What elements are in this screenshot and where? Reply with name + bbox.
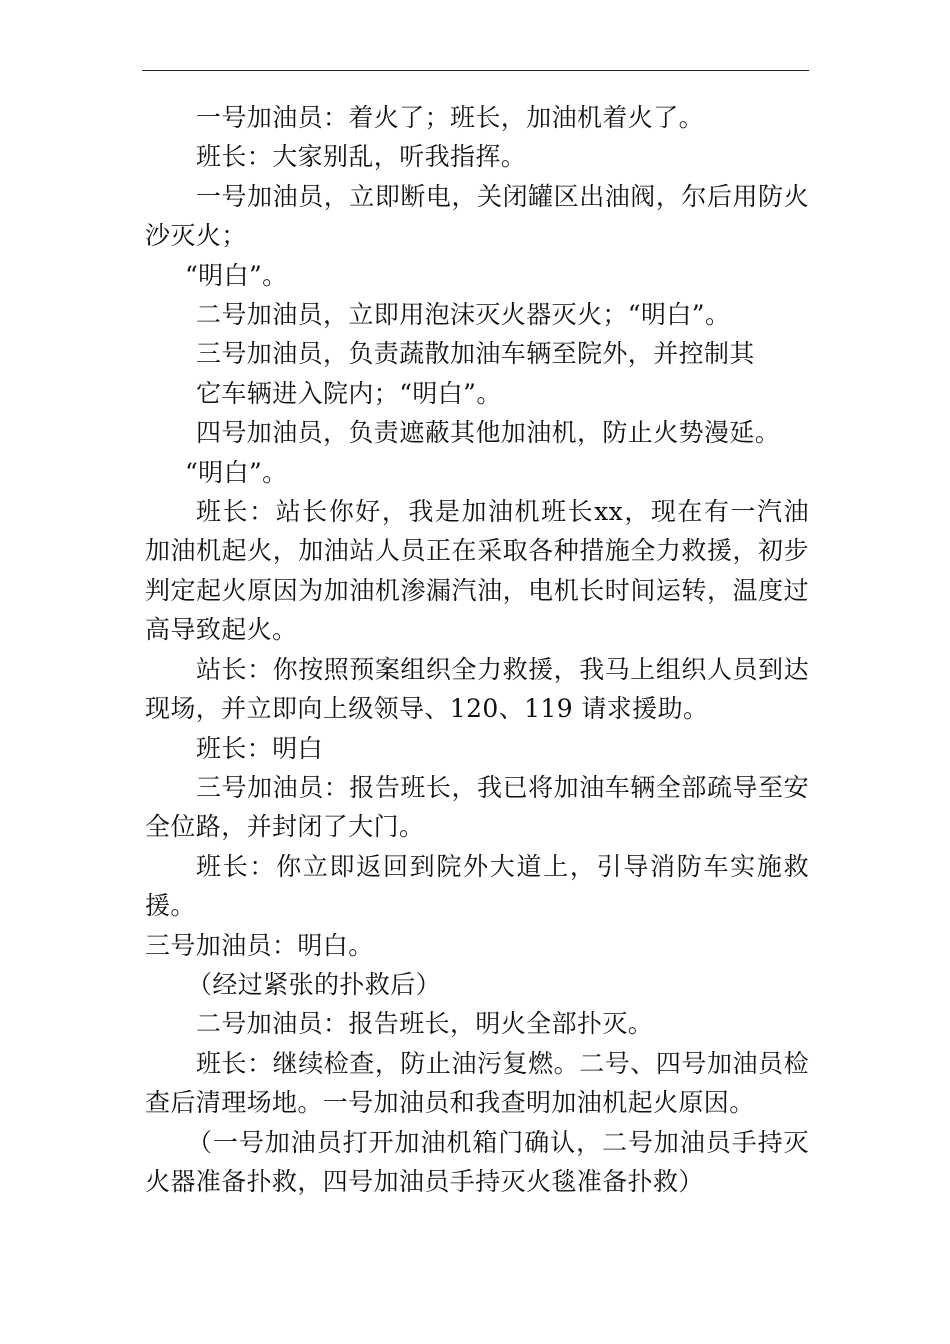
paragraph: 四号加油员，负责遮蔽其他加油机，防止火势漫延。 (196, 418, 781, 448)
paragraph: 一号加油员：着火了；班长，加油机着火了。 (196, 103, 705, 132)
paragraph: （一号加油员打开加油机箱门确认，二号加油员手持灭火器准备扑救，四号加油员手持灭火毯准备扑救） (145, 1127, 809, 1196)
paragraph: 班长：站长你好，我是加油机班长xx，现在有一汽油加油机起火，加油站人员正在采取各种措施全力救援，初步判定起火原因为加油机渗漏汽油，电机长时间运转，温度过高导致起火。 (145, 497, 809, 645)
paragraph: “明白”。 (185, 260, 288, 290)
paragraph: “明白”。 (185, 457, 288, 487)
paragraph: 三号加油员：报告班长，我已将加油车辆全部疏导至安全位路，并封闭了大门。 (145, 772, 809, 842)
paragraph: 班长：继续检查，防止油污复燃。二号、四号加油员检查后清理场地。一号加油员和我查明加油机起火原因。 (145, 1048, 809, 1118)
paragraph: 班长：明白 (196, 733, 324, 763)
paragraph: 班长：大家别乱，听我指挥。 (196, 142, 527, 172)
paragraph: 三号加油员，负责蔬散加油车辆至院外，并控制其 (196, 339, 755, 369)
header-rule (142, 70, 809, 71)
paragraph: 二号加油员，立即用泡沫灭火器灭火；“明白”。 (196, 300, 731, 330)
paragraph: 它车辆进入院内；“明白”。 (196, 378, 502, 408)
paragraph: 一号加油员，立即断电，关闭罐区出油阀，尔后用防火沙灭火； (145, 181, 809, 251)
paragraph: 二号加油员：报告班长，明火全部扑灭。 (196, 1009, 654, 1039)
paragraph: 班长：你立即返回到院外大道上，引导消防车实施救援。 (145, 851, 809, 921)
paragraph: （经过紧张的扑救后） (187, 969, 442, 999)
document-body (145, 98, 809, 1201)
paragraph: 站长：你按照预案组织全力救援，我马上组织人员到达现场，并立即向上级领导、120、119 请求援助。 (145, 654, 809, 724)
paragraph: 三号加油员：明白。 (145, 930, 374, 960)
